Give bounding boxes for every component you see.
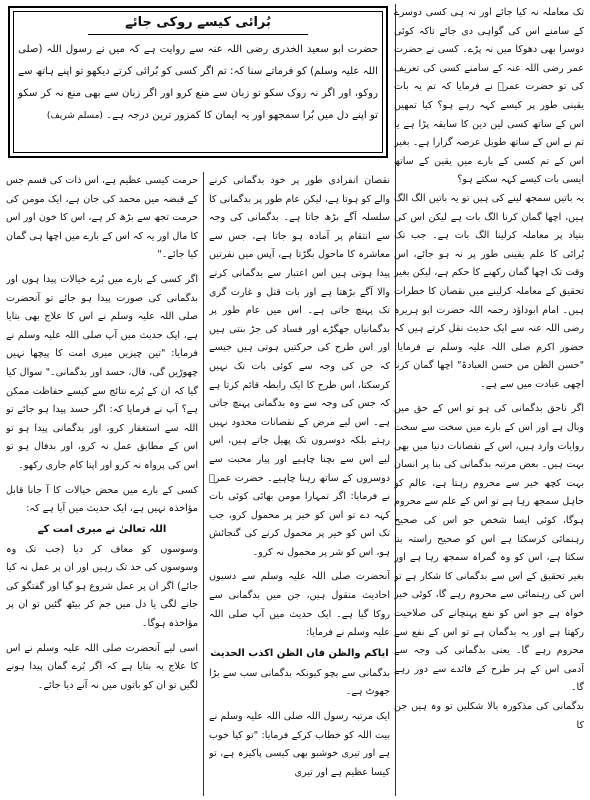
quote-body — [18, 39, 378, 127]
paragraph: حرمت کیسی عظیم ہے، اس ذات کی قسم جس کے قبضہ میں محمد کی جان ہے، ایک مومن کی حرمت تجھ سے بڑھ کر ہے، اس کا خون اور اس کا مال اور یہ کہ اس کے بارے میں اچھا ہی گمان کیا جائے۔" — [6, 175, 198, 261]
paragraph: کسی کے بارے میں محض خیالات کا آ جانا قابل مؤاخذہ نہیں ہے، ایک حدیث میں آیا ہے کہ: — [6, 484, 198, 515]
article-column-middle — [209, 172, 390, 796]
paragraph: اگر ناحق بدگمانی کی ہو تو اس کے حق میں وبال ہے اور اس کے بارے میں سخت سے سخت روایات وارد ہیں، اس کے نقصانات دنیا میں بھی بہت ہیں۔ بعض مرتبہ بدگمانی کی بنا پر انسان بہت کچھ خیر سے محروم رہتا ہے، عالم کو جاہل سمجھ رہا ہے تو اس کے علم سے محروم ہوگا، کوئی ایسا شخص جو اس کی صحیح رہنمائی کرسکتا ہے اس کو صحیح راستہ بتا سکتا ہے، اس کو وہ گمراہ سمجھ رہا ہے اور بغیر تحقیق کے اس سے بدگمانی کا شکار ہے تو اس کی رہنمائی سے محروم رہے گا، کوئی خیر خواہ ہے جو اس کو نفع پہنچانے کی صلاحیت رکھتا ہے اور یہ بدگمان ہے تو اس کے نفع سے محروم رہے گا۔ یعنی بدگمانی کی وجہ سے آدمی اس کے ہر طرح کے فائدے سے دور رہے گا۔ — [394, 403, 584, 694]
article-column-right — [394, 4, 584, 796]
hadith-text: اللہ تعالیٰ نے میری امت کے — [37, 523, 167, 535]
paragraph: آنحضرت صلی اللہ علیہ وسلم سے دسیوں احادیث منقول ہیں، جن میں بدگمانی سے روکا گیا ہے۔ ایک حدیث میں آپ صلی اللہ علیہ وسلم نے فرمایا: — [209, 571, 390, 639]
quote-source: (مسلم شریف) — [46, 111, 103, 121]
hadith-quote-box — [8, 6, 388, 158]
paragraph: بدگمانی کی مذکورہ بالا شکلیں تو وہ ہیں جن کا — [394, 700, 584, 731]
paragraph: بدگمانی سے بچو کیونکہ بدگمانی سب سے بڑا جھوٹ ہے۔ — [209, 667, 390, 698]
paragraph: یہ باتیں سمجھ لینے کی ہیں تو یہ باتیں الگ الگ ہیں، اچھا گمان کرنا الگ بات ہے لیکن اس کی بنیاد پر معاملہ کرلینا الگ بات ہے۔ جب تک بُرائی کا علم یقینی طور پر نہ ہو جائے، اس وقت تک اچھا گمان رکھنے کا حکم ہے، لیکن بغیر تحقیق کے معاملہ کرلینے میں نقصان کا خطرات ہیں۔ امام ابوداؤد رحمہ اللہ حضرت ابو ہریرہ رضی اللہ عنہ سے ایک حدیث نقل کرتے ہیں کہ حضور اکرم صلی اللہ علیہ وسلم نے فرمایا: "حسن الظن من حسن العبادۃ" اچھا گمان کرنا اچھی عبادت میں سے ہے۔ — [394, 192, 584, 390]
paragraph: تک معاملہ نہ کیا جائے اور نہ ہی کسی دوسرے کے سامنے اس کی گواہی دی جائے تاکہ کوئی دوسرا بھی دھوکا میں نہ پڑے۔ کسی نے حضرت عمر رضی اللہ عنہ کے سامنے کسی کی تعریف کی تو حضرت عمرؓ نے فرمایا کہ تم یہ بات یقینی طور پر کیسے کہہ رہے ہو؟ کیا تمھیں اس کے ساتھ کسی لین دین کا سابقہ پڑا ہے یا تم نے اس کے ساتھ طویل عرصہ گزارا ہے۔ بغیر اس کے تم کسی کے بارے میں یقین کے ساتھ ایسی بات کیسے کہہ سکتے ہو؟ — [394, 7, 584, 186]
paragraph: وسوسوں کو معاف کر دیا (جب تک وہ وسوسوں کی حد تک رہیں اور ان پر عمل نہ کیا جائے) اگر ان پر عمل شروع ہو گیا اور گفتگو کی جانے لگی یا دل میں جم کر بیٹھ گئیں تو ان پر مؤاخذہ ہوگا۔ — [6, 543, 198, 630]
article-column-left — [6, 172, 198, 796]
column-divider-left — [203, 172, 204, 796]
hadith-arabic: ایاکم والظن فان الظن اکذب الحدیث — [210, 647, 389, 659]
paragraph: نقصان انفرادی طور پر خود بدگمانی کرنے والے کو ہوتا ہے، لیکن عام طور پر بدگمانی کا سلسلہ آگے بڑھ جاتا ہے۔ بدگمانی کی وجہ سے انتقام پر آمادہ ہو جاتا ہے، جس سے معاشرہ کا ماحول بگڑتا ہے، آپس میں نفرتیں پیدا ہوتی ہیں اس اعتبار سے بدگمانی کرنے والا آگے بڑھتا ہے اور بات قتل و غارت گری تک پہنچ جاتی ہے۔ اس میں عام طور پر بدگمانیاں جھگڑے اور فساد کی جڑ بنتی ہیں اور اس طرح کی حرکتیں ہوتی ہیں جیسے کہ جن کی وجہ سے کوئی بات تک نہیں کرسکتا، اس طرح کا ایک رابطہ قائم کرتا ہے کہ جس کی وجہ سے وہ بدگمانی پہنچ جاتی ہے۔ اس لیے مرض کے نقصانات محدود نہیں رہتے بلکہ دوسروں تک پھیل جاتے ہیں، اس لیے اس سے بچنا چاہیے اور پیار محبت سے دوسروں کے ساتھ رہنا چاہیے۔ حضرت عمرؓ نے فرمایا: اگر تمہارا مومن بھائی کوئی بات کہہ دے تو اس کو خیر پر محمول کرو، جب تک اس کو خیر پر محمول کرنے کی گنجائش ہو، اس کو شر پر محمول نہ کرو۔ — [209, 175, 390, 558]
paragraph: اگر کسی کے بارے میں بُرے خیالات پیدا ہوں اور بدگمانی کی صورت پیدا ہو جائے تو آنحضرت صلی اللہ علیہ وسلم نے اس کا علاج بھی بتایا ہے، ایک حدیث میں آپ صلی اللہ علیہ وسلم نے فرمایا: "تین چیزیں میری امت کا پیچھا نہیں چھوڑیں گی، فال، حسد اور بدگمانی۔" سوال کیا گیا کہ ان کے بُرے نتائج سے کیسے حفاظت ممکن ہے؟ آپ نے فرمایا کہ: اگر حسد پیدا ہو جائے تو اللہ سے استغفار کرو، اور بدگمانی پیدا ہو تو اس کے مطابق عمل نہ کرو، اور بدفال ہو تو اس کی پرواہ نہ کرو اور اپنا کام جاری رکھو۔ — [6, 273, 198, 471]
quote-text: حضرت ابو سعید الخدری رضی اللہ عنہ سے روایت ہے کہ میں نے رسول اللہ (صلی اللہ علیہ وسلم) کو فرماتے سنا کہ: تم اگر کسی کو بُرائی کرتے دیکھو تو اپنے ہاتھ سے روکو، اور اگر نہ روک سکو تو زبان سے منع کرو اور اگر زبان سے بھی منع نہ کر سکو تو اپنے دل میں بُرا سمجھو اور یہ ایمان کا کمزور ترین درجہ ہے۔ — [18, 44, 378, 121]
paragraph: اسی لیے آنحضرت صلی اللہ علیہ وسلم نے اس کا علاج یہ بتایا ہے کہ اگر بُرے گمان پیدا ہونے لگیں تو ان کو باتوں میں نہ آنے دیا جائے۔ — [6, 642, 198, 691]
paragraph: ایک مرتبہ رسول اللہ صلی اللہ علیہ وسلم نے بیت اللہ کو خطاب کرکے فرمایا: "تو کیا خوب ہے اور تیری خوشبو بھی کیسی پاکیزہ ہے، تو کیسا عظیم ہے اور تیری — [209, 711, 390, 778]
quote-title: بُرائی کیسے روکی جائے — [88, 12, 308, 35]
